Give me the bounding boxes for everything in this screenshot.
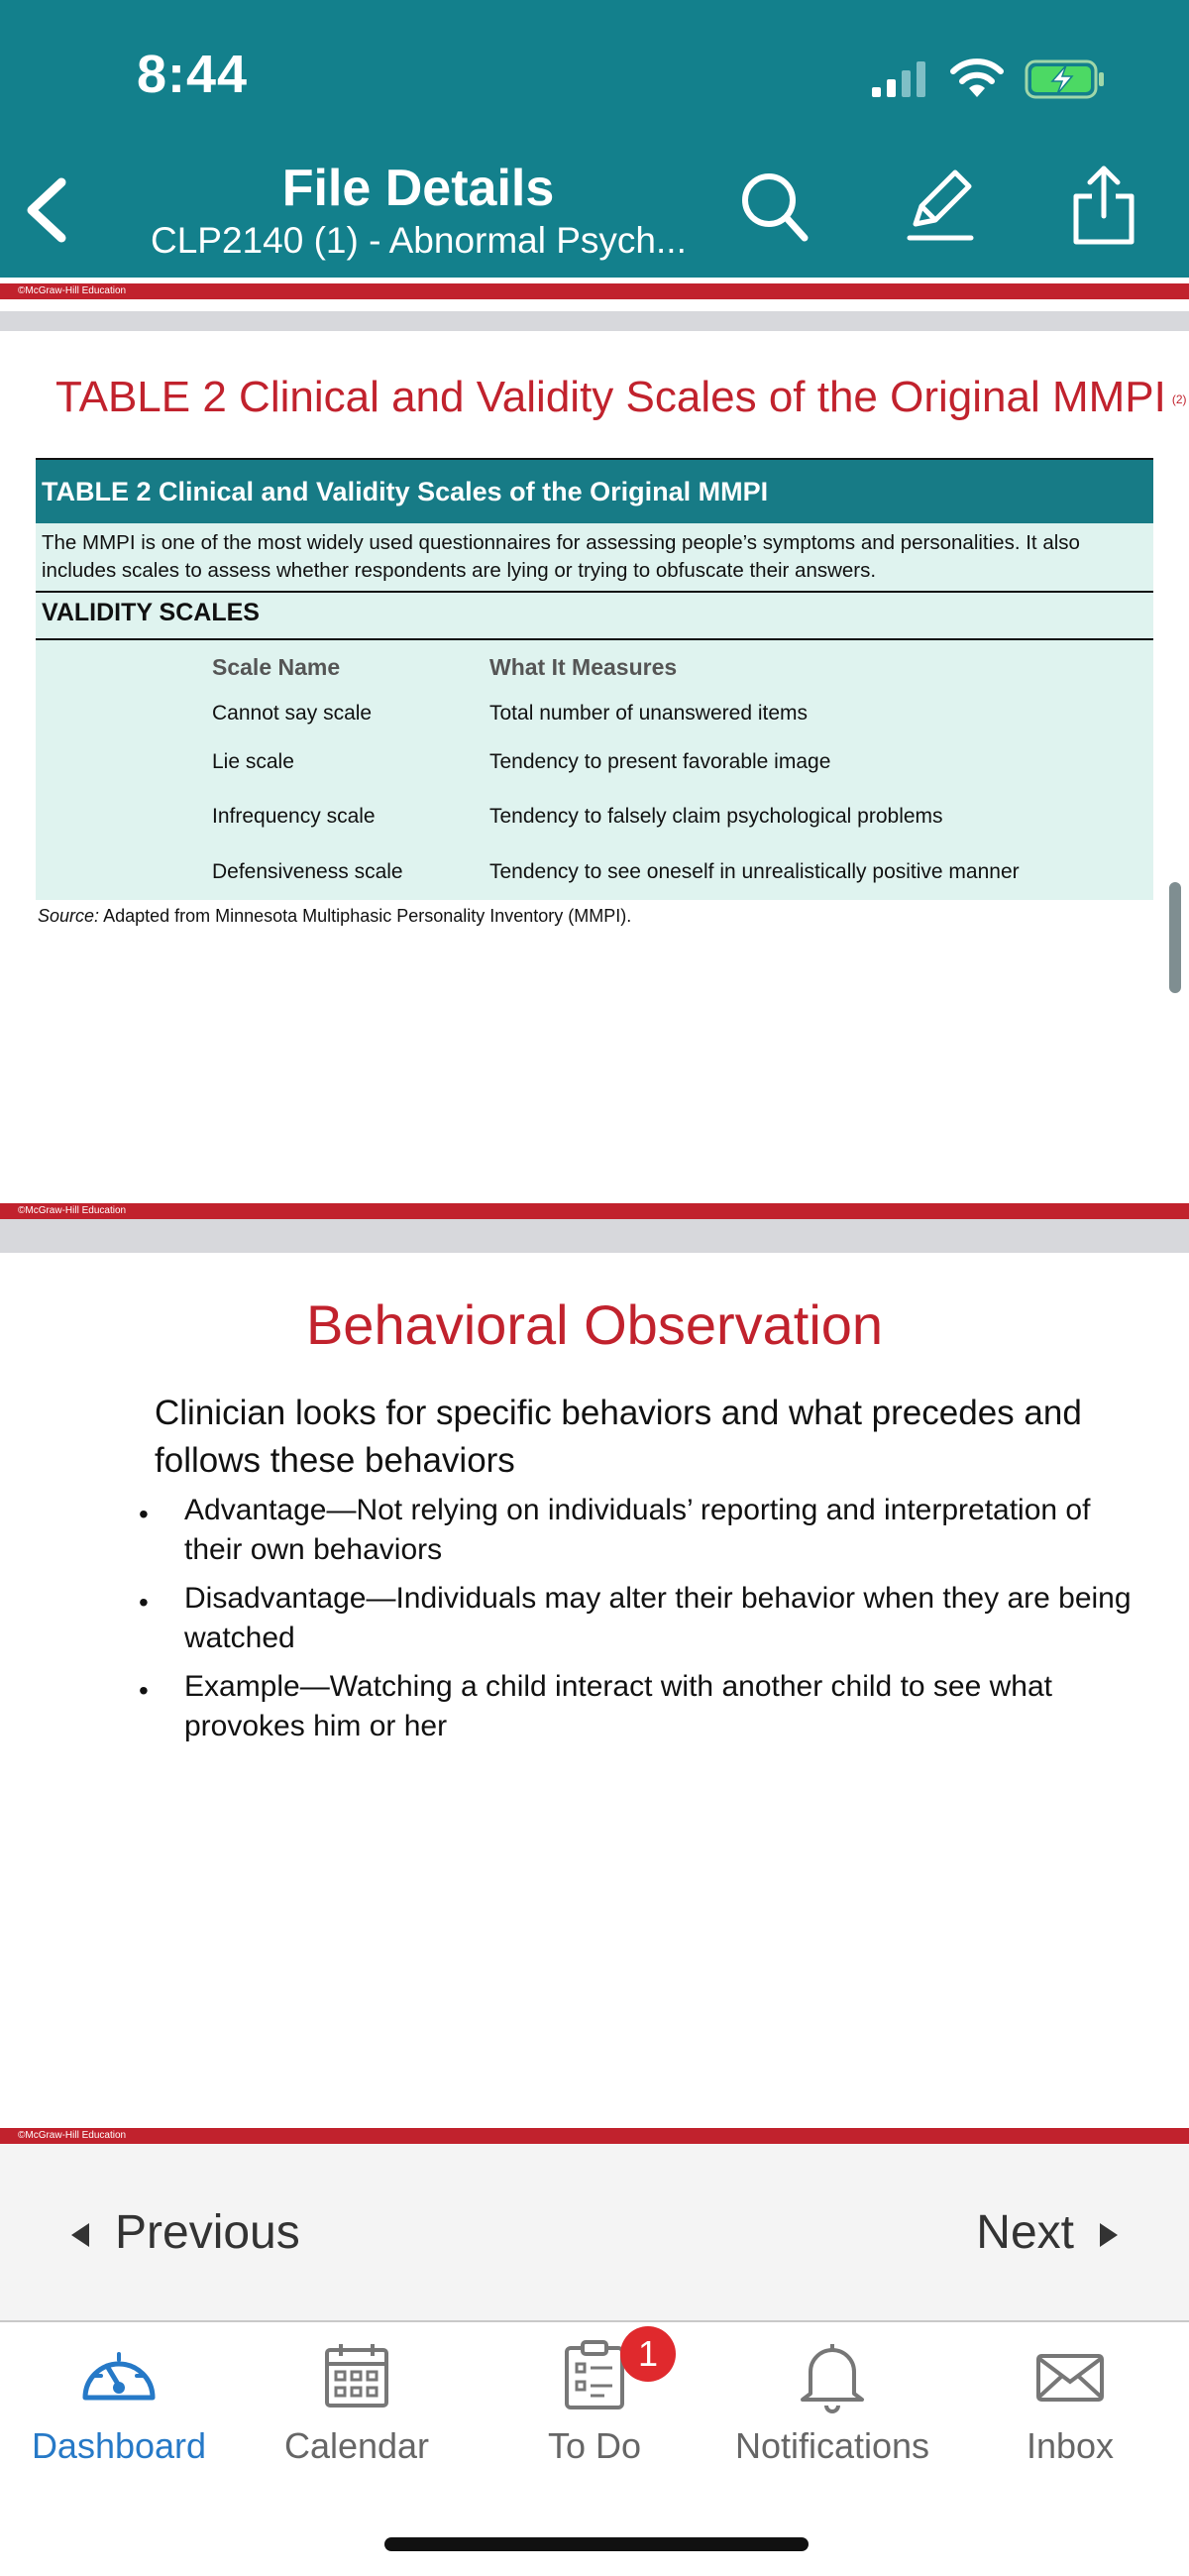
annotate-button[interactable] [904, 167, 977, 246]
bullet-item: Disadvantage—Individuals may alter their behavior when they are being watched [184, 1582, 1132, 1654]
table-heading: TABLE 2 Clinical and Validity Scales of the Original MMPI [36, 460, 1153, 523]
slide-intro-text: Clinician looks for specific behaviors and what precedes and follows these behaviors [155, 1394, 1082, 1480]
column-header-scale-name: Scale Name [212, 654, 341, 680]
status-time: 8:44 [137, 45, 249, 104]
source-text: Adapted from Minnesota Multiphasic Personality Inventory (MMPI). [103, 906, 632, 926]
envelope-icon [1030, 2336, 1110, 2415]
table-cell-measure: Tendency to see oneself in unrealistically positive manner [489, 860, 1020, 883]
tab-notifications[interactable] [713, 2322, 951, 2520]
share-button[interactable] [1066, 163, 1141, 248]
slide-footer-bar [0, 2128, 1189, 2144]
publisher-credit: ©McGraw-Hill Education [18, 2130, 127, 2141]
slide-title [55, 373, 1187, 422]
table-description: The MMPI is one of the most widely used questionnaires for assessing people’s symptoms and personalities. It also includes scales to assess whether respondents are lying or trying to obfuscate their answers. [42, 531, 1080, 582]
slide-mmpi-table [0, 331, 1189, 1203]
slide-footer-bar [0, 283, 1189, 299]
table-section-heading: VALIDITY SCALES [42, 599, 260, 626]
next-label: Next [976, 2206, 1074, 2259]
table-cell-measure: Tendency to falsely claim psychological problems [489, 805, 943, 828]
table-cell-scale: Cannot say scale [212, 702, 373, 725]
battery-charging-icon [1025, 57, 1106, 101]
slide-title: Behavioral Observation [305, 1293, 884, 1356]
table-cell-measure: Tendency to present favorable image [489, 750, 831, 773]
previous-label: Previous [115, 2206, 300, 2259]
previous-button[interactable] [71, 2193, 300, 2273]
dashboard-gauge-icon [79, 2336, 159, 2415]
caret-left-icon [71, 2223, 89, 2247]
bullet-item: Example—Watching a child interact with another child to see what provokes him or her [184, 1670, 1052, 1742]
wifi-icon [949, 56, 1005, 99]
cellular-signal-icon [870, 59, 929, 99]
bullet-marker: • [139, 1675, 149, 1706]
table-cell-measure: Total number of unanswered items [489, 702, 808, 725]
table-cell-scale: Defensiveness scale [212, 860, 403, 883]
slide-behavioral-observation [0, 1253, 1189, 2128]
publisher-credit: ©McGraw-Hill Education [18, 285, 127, 296]
scrollbar-thumb[interactable] [1169, 882, 1181, 993]
tab-label: Calendar [283, 2425, 430, 2466]
table-cell-scale: Infrequency scale [212, 805, 376, 828]
back-button[interactable] [18, 167, 77, 250]
slide-title-note: (2) [1171, 392, 1187, 407]
tab-dashboard[interactable] [0, 2322, 238, 2520]
search-button[interactable] [737, 167, 811, 246]
slide-pager [0, 2144, 1189, 2320]
calendar-icon [317, 2336, 396, 2415]
tab-calendar[interactable] [238, 2322, 476, 2520]
next-button[interactable] [976, 2193, 1118, 2273]
bullet-marker: • [139, 1499, 149, 1529]
table-divider [36, 638, 1153, 640]
table-divider [36, 591, 1153, 593]
chevron-left-icon [18, 167, 77, 250]
bell-icon [793, 2336, 872, 2415]
caret-right-icon [1100, 2223, 1118, 2247]
slide-footer-bar [0, 1203, 1189, 1219]
tab-label: To Do [547, 2425, 642, 2466]
tab-inbox[interactable] [951, 2322, 1189, 2520]
table-cell-scale: Lie scale [212, 750, 294, 773]
app-header [0, 0, 1189, 278]
share-icon [1066, 163, 1141, 248]
tab-label: Inbox [1026, 2425, 1115, 2466]
bullet-item: Advantage—Not relying on individuals’ reporting and interpretation of their own behaviors [184, 1494, 1091, 1566]
todo-count-badge: 1 [620, 2326, 676, 2382]
bullet-marker: • [139, 1587, 149, 1618]
tab-label: Notifications [734, 2425, 930, 2466]
source-label: Source: [38, 906, 100, 926]
slide-title-text: TABLE 2 Clinical and Validity Scales of the Original MMPI [55, 373, 1166, 421]
tab-label: Dashboard [31, 2425, 207, 2466]
home-indicator[interactable] [384, 2537, 809, 2551]
search-icon [737, 167, 811, 246]
tab-todo[interactable] [476, 2322, 713, 2520]
column-header-what-it-measures: What It Measures [489, 654, 678, 680]
publisher-credit: ©McGraw-Hill Education [18, 1205, 127, 1216]
file-name-subtitle: CLP2140 (1) - Abnormal Psych... [151, 220, 687, 261]
highlighter-pen-icon [904, 167, 977, 246]
page-title: File Details [281, 160, 555, 217]
mmpi-table [36, 458, 1153, 900]
table-source [38, 906, 631, 927]
